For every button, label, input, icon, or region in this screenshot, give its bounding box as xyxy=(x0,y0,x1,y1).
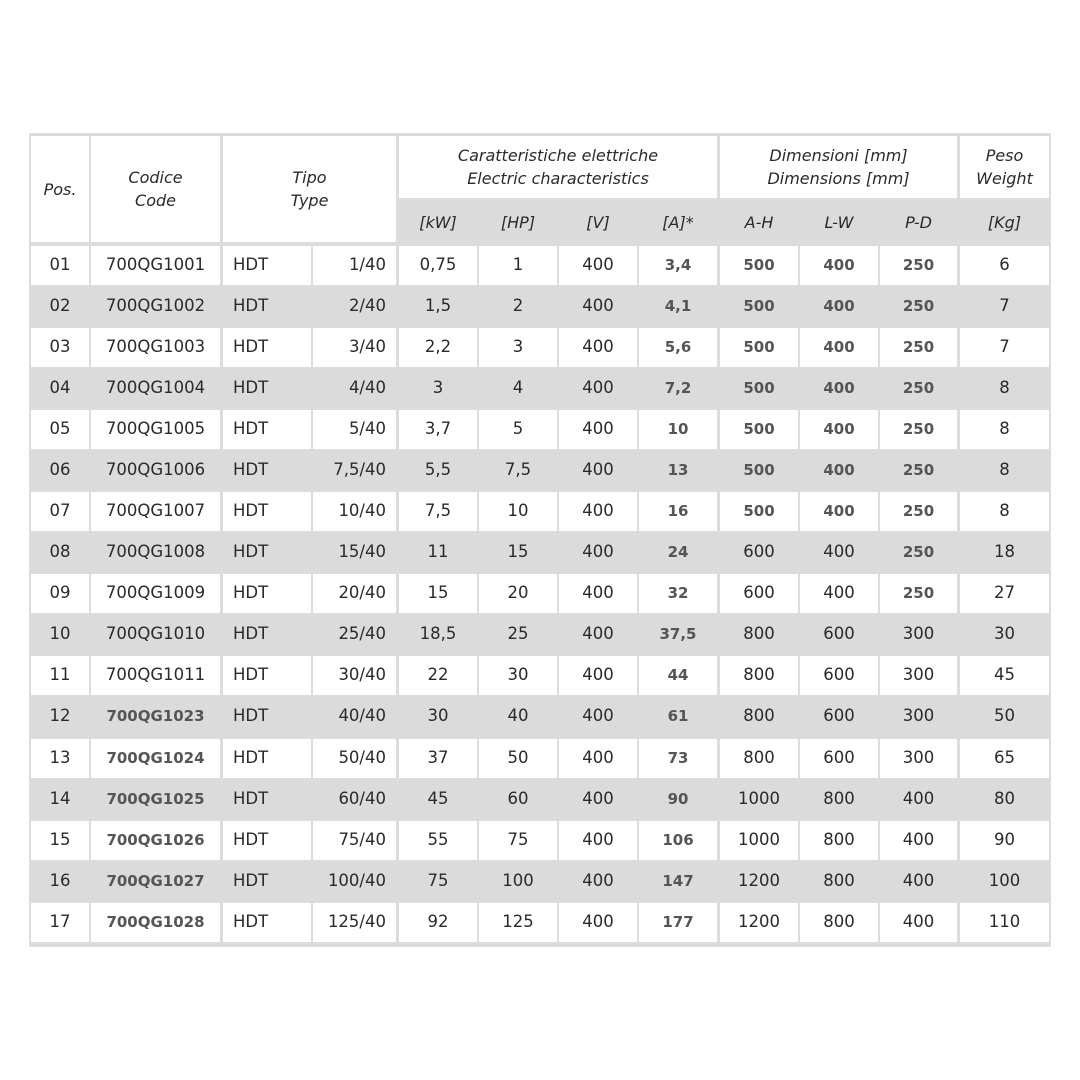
cell-hp: 40 xyxy=(479,697,557,736)
cell-lw: 600 xyxy=(800,656,878,695)
cell-amps: 37,5 xyxy=(639,615,717,654)
cell-model: 40/40 xyxy=(313,697,396,736)
cell-pd: 250 xyxy=(880,533,957,572)
cell-pos: 01 xyxy=(31,246,89,285)
cell-series: HDT xyxy=(223,656,311,695)
cell-kw: 37 xyxy=(399,739,477,778)
cell-kg: 7 xyxy=(960,287,1049,326)
cell-kg: 90 xyxy=(960,821,1049,860)
cell-pos: 12 xyxy=(31,697,89,736)
cell-model: 5/40 xyxy=(313,410,396,449)
cell-amps: 7,2 xyxy=(639,369,717,408)
cell-v: 400 xyxy=(559,533,637,572)
cell-series: HDT xyxy=(223,739,311,778)
cell-ah: 500 xyxy=(720,451,798,490)
cell-kg: 8 xyxy=(960,410,1049,449)
header-dimensions-it: Dimensioni [mm] xyxy=(769,146,908,165)
cell-kw: 5,5 xyxy=(399,451,477,490)
cell-pd: 250 xyxy=(880,451,957,490)
cell-hp: 50 xyxy=(479,739,557,778)
cell-model: 3/40 xyxy=(313,328,396,367)
cell-series: HDT xyxy=(223,574,311,613)
cell-hp: 25 xyxy=(479,615,557,654)
header-electric-en: Electric characteristics xyxy=(467,169,649,188)
cell-amps: 61 xyxy=(639,697,717,736)
cell-hp: 15 xyxy=(479,533,557,572)
cell-v: 400 xyxy=(559,574,637,613)
cell-v: 400 xyxy=(559,821,637,860)
cell-hp: 7,5 xyxy=(479,451,557,490)
cell-code: 700QG1010 xyxy=(91,615,220,654)
cell-kw: 3,7 xyxy=(399,410,477,449)
cell-amps: 90 xyxy=(639,780,717,819)
cell-code: 700QG1011 xyxy=(91,656,220,695)
cell-v: 400 xyxy=(559,287,637,326)
cell-series: HDT xyxy=(223,410,311,449)
cell-hp: 5 xyxy=(479,410,557,449)
cell-code: 700QG1024 xyxy=(91,739,220,778)
cell-kw: 11 xyxy=(399,533,477,572)
cell-pos: 04 xyxy=(31,369,89,408)
cell-lw: 600 xyxy=(800,697,878,736)
cell-kw: 75 xyxy=(399,862,477,901)
cell-v: 400 xyxy=(559,410,637,449)
header-dimensions xyxy=(720,136,957,198)
cell-model: 125/40 xyxy=(313,903,396,942)
cell-lw: 400 xyxy=(800,410,878,449)
cell-code: 700QG1006 xyxy=(91,451,220,490)
product-table xyxy=(29,133,1051,947)
cell-lw: 400 xyxy=(800,451,878,490)
cell-amps: 73 xyxy=(639,739,717,778)
cell-ah: 600 xyxy=(720,574,798,613)
cell-pos: 05 xyxy=(31,410,89,449)
cell-kg: 6 xyxy=(960,246,1049,285)
cell-model: 7,5/40 xyxy=(313,451,396,490)
cell-series: HDT xyxy=(223,697,311,736)
cell-ah: 500 xyxy=(720,287,798,326)
cell-amps: 32 xyxy=(639,574,717,613)
cell-v: 400 xyxy=(559,739,637,778)
cell-code: 700QG1002 xyxy=(91,287,220,326)
header-code-it: Codice xyxy=(128,168,183,187)
cell-ah: 800 xyxy=(720,615,798,654)
header-type-it: Tipo xyxy=(292,168,327,187)
cell-model: 10/40 xyxy=(313,492,396,531)
cell-code: 700QG1028 xyxy=(91,903,220,942)
cell-lw: 800 xyxy=(800,821,878,860)
cell-ah: 1200 xyxy=(720,862,798,901)
cell-kg: 80 xyxy=(960,780,1049,819)
cell-amps: 24 xyxy=(639,533,717,572)
cell-kg: 8 xyxy=(960,451,1049,490)
cell-lw: 800 xyxy=(800,780,878,819)
cell-kg: 30 xyxy=(960,615,1049,654)
cell-model: 20/40 xyxy=(313,574,396,613)
cell-model: 60/40 xyxy=(313,780,396,819)
header-weight xyxy=(960,136,1049,198)
cell-pos: 03 xyxy=(31,328,89,367)
cell-pd: 400 xyxy=(880,821,957,860)
cell-model: 2/40 xyxy=(313,287,396,326)
cell-ah: 800 xyxy=(720,739,798,778)
cell-kg: 45 xyxy=(960,656,1049,695)
cell-pos: 11 xyxy=(31,656,89,695)
cell-lw: 400 xyxy=(800,369,878,408)
cell-hp: 60 xyxy=(479,780,557,819)
cell-ah: 1000 xyxy=(720,780,798,819)
cell-kg: 110 xyxy=(960,903,1049,942)
cell-hp: 75 xyxy=(479,821,557,860)
cell-pd: 300 xyxy=(880,656,957,695)
cell-code: 700QG1008 xyxy=(91,533,220,572)
cell-pd: 250 xyxy=(880,492,957,531)
cell-lw: 800 xyxy=(800,862,878,901)
cell-amps: 3,4 xyxy=(639,246,717,285)
header-pos: Pos. xyxy=(31,136,89,242)
cell-code: 700QG1025 xyxy=(91,780,220,819)
cell-lw: 600 xyxy=(800,739,878,778)
cell-ah: 500 xyxy=(720,246,798,285)
cell-pos: 10 xyxy=(31,615,89,654)
cell-lw: 800 xyxy=(800,903,878,942)
cell-pd: 250 xyxy=(880,328,957,367)
cell-kw: 22 xyxy=(399,656,477,695)
cell-v: 400 xyxy=(559,369,637,408)
header-hp: [HP] xyxy=(479,202,557,242)
cell-lw: 400 xyxy=(800,492,878,531)
cell-hp: 2 xyxy=(479,287,557,326)
cell-v: 400 xyxy=(559,656,637,695)
cell-ah: 500 xyxy=(720,410,798,449)
cell-series: HDT xyxy=(223,287,311,326)
cell-pos: 08 xyxy=(31,533,89,572)
cell-v: 400 xyxy=(559,328,637,367)
cell-series: HDT xyxy=(223,862,311,901)
header-electric-it: Caratteristiche elettriche xyxy=(457,146,659,165)
header-a: [A]* xyxy=(639,202,717,242)
cell-kw: 92 xyxy=(399,903,477,942)
cell-pd: 400 xyxy=(880,780,957,819)
cell-series: HDT xyxy=(223,533,311,572)
cell-hp: 1 xyxy=(479,246,557,285)
cell-lw: 400 xyxy=(800,246,878,285)
cell-hp: 100 xyxy=(479,862,557,901)
cell-pd: 250 xyxy=(880,410,957,449)
cell-kg: 27 xyxy=(960,574,1049,613)
header-type-en: Type xyxy=(290,191,329,210)
header-v: [V] xyxy=(559,202,637,242)
cell-kg: 65 xyxy=(960,739,1049,778)
cell-pos: 16 xyxy=(31,862,89,901)
cell-pd: 300 xyxy=(880,615,957,654)
cell-series: HDT xyxy=(223,328,311,367)
header-code xyxy=(91,136,220,242)
cell-pd: 250 xyxy=(880,369,957,408)
cell-ah: 1200 xyxy=(720,903,798,942)
cell-ah: 500 xyxy=(720,492,798,531)
cell-pos: 09 xyxy=(31,574,89,613)
cell-code: 700QG1026 xyxy=(91,821,220,860)
header-ah: A-H xyxy=(720,202,798,242)
cell-model: 75/40 xyxy=(313,821,396,860)
cell-kg: 100 xyxy=(960,862,1049,901)
cell-v: 400 xyxy=(559,697,637,736)
cell-lw: 400 xyxy=(800,328,878,367)
cell-pos: 17 xyxy=(31,903,89,942)
cell-series: HDT xyxy=(223,615,311,654)
cell-ah: 500 xyxy=(720,328,798,367)
cell-amps: 147 xyxy=(639,862,717,901)
cell-series: HDT xyxy=(223,246,311,285)
cell-kw: 15 xyxy=(399,574,477,613)
cell-pos: 02 xyxy=(31,287,89,326)
cell-kw: 45 xyxy=(399,780,477,819)
cell-amps: 106 xyxy=(639,821,717,860)
cell-model: 100/40 xyxy=(313,862,396,901)
cell-kw: 3 xyxy=(399,369,477,408)
cell-model: 4/40 xyxy=(313,369,396,408)
cell-series: HDT xyxy=(223,369,311,408)
cell-kw: 0,75 xyxy=(399,246,477,285)
cell-lw: 400 xyxy=(800,533,878,572)
cell-v: 400 xyxy=(559,492,637,531)
cell-hp: 10 xyxy=(479,492,557,531)
cell-lw: 400 xyxy=(800,574,878,613)
cell-ah: 500 xyxy=(720,369,798,408)
header-electric xyxy=(399,136,717,198)
cell-kg: 8 xyxy=(960,369,1049,408)
header-kg: [Kg] xyxy=(960,202,1049,242)
cell-amps: 177 xyxy=(639,903,717,942)
cell-amps: 44 xyxy=(639,656,717,695)
cell-code: 700QG1023 xyxy=(91,697,220,736)
cell-pos: 14 xyxy=(31,780,89,819)
cell-ah: 800 xyxy=(720,697,798,736)
cell-pd: 400 xyxy=(880,903,957,942)
cell-pd: 250 xyxy=(880,246,957,285)
cell-model: 15/40 xyxy=(313,533,396,572)
cell-pd: 400 xyxy=(880,862,957,901)
cell-hp: 20 xyxy=(479,574,557,613)
cell-v: 400 xyxy=(559,780,637,819)
cell-pd: 300 xyxy=(880,739,957,778)
cell-kg: 18 xyxy=(960,533,1049,572)
cell-series: HDT xyxy=(223,780,311,819)
cell-lw: 600 xyxy=(800,615,878,654)
cell-ah: 1000 xyxy=(720,821,798,860)
header-weight-it: Peso xyxy=(985,146,1024,165)
cell-code: 700QG1005 xyxy=(91,410,220,449)
cell-kg: 7 xyxy=(960,328,1049,367)
cell-hp: 30 xyxy=(479,656,557,695)
cell-pos: 13 xyxy=(31,739,89,778)
cell-pos: 07 xyxy=(31,492,89,531)
cell-series: HDT xyxy=(223,903,311,942)
cell-code: 700QG1007 xyxy=(91,492,220,531)
header-kw: [kW] xyxy=(399,202,477,242)
cell-hp: 125 xyxy=(479,903,557,942)
cell-kw: 1,5 xyxy=(399,287,477,326)
header-code-en: Code xyxy=(135,191,176,210)
cell-kg: 8 xyxy=(960,492,1049,531)
cell-pd: 250 xyxy=(880,287,957,326)
header-lw: L-W xyxy=(800,202,878,242)
header-pd: P-D xyxy=(880,202,957,242)
cell-lw: 400 xyxy=(800,287,878,326)
header-weight-en: Weight xyxy=(976,169,1033,188)
cell-pd: 250 xyxy=(880,574,957,613)
header-dimensions-en: Dimensions [mm] xyxy=(767,169,910,188)
cell-v: 400 xyxy=(559,615,637,654)
cell-model: 1/40 xyxy=(313,246,396,285)
cell-kw: 18,5 xyxy=(399,615,477,654)
cell-v: 400 xyxy=(559,451,637,490)
cell-amps: 10 xyxy=(639,410,717,449)
cell-series: HDT xyxy=(223,821,311,860)
cell-model: 25/40 xyxy=(313,615,396,654)
cell-hp: 4 xyxy=(479,369,557,408)
cell-pos: 15 xyxy=(31,821,89,860)
cell-model: 50/40 xyxy=(313,739,396,778)
cell-kw: 7,5 xyxy=(399,492,477,531)
cell-ah: 800 xyxy=(720,656,798,695)
cell-kw: 30 xyxy=(399,697,477,736)
cell-code: 700QG1009 xyxy=(91,574,220,613)
cell-series: HDT xyxy=(223,451,311,490)
cell-series: HDT xyxy=(223,492,311,531)
cell-model: 30/40 xyxy=(313,656,396,695)
cell-code: 700QG1027 xyxy=(91,862,220,901)
cell-v: 400 xyxy=(559,246,637,285)
cell-v: 400 xyxy=(559,862,637,901)
cell-v: 400 xyxy=(559,903,637,942)
cell-pos: 06 xyxy=(31,451,89,490)
cell-amps: 4,1 xyxy=(639,287,717,326)
cell-amps: 16 xyxy=(639,492,717,531)
header-type xyxy=(223,136,396,242)
cell-code: 700QG1001 xyxy=(91,246,220,285)
cell-ah: 600 xyxy=(720,533,798,572)
cell-kw: 55 xyxy=(399,821,477,860)
cell-kg: 50 xyxy=(960,697,1049,736)
cell-amps: 5,6 xyxy=(639,328,717,367)
cell-hp: 3 xyxy=(479,328,557,367)
cell-kw: 2,2 xyxy=(399,328,477,367)
cell-amps: 13 xyxy=(639,451,717,490)
cell-code: 700QG1003 xyxy=(91,328,220,367)
cell-code: 700QG1004 xyxy=(91,369,220,408)
cell-pd: 300 xyxy=(880,697,957,736)
